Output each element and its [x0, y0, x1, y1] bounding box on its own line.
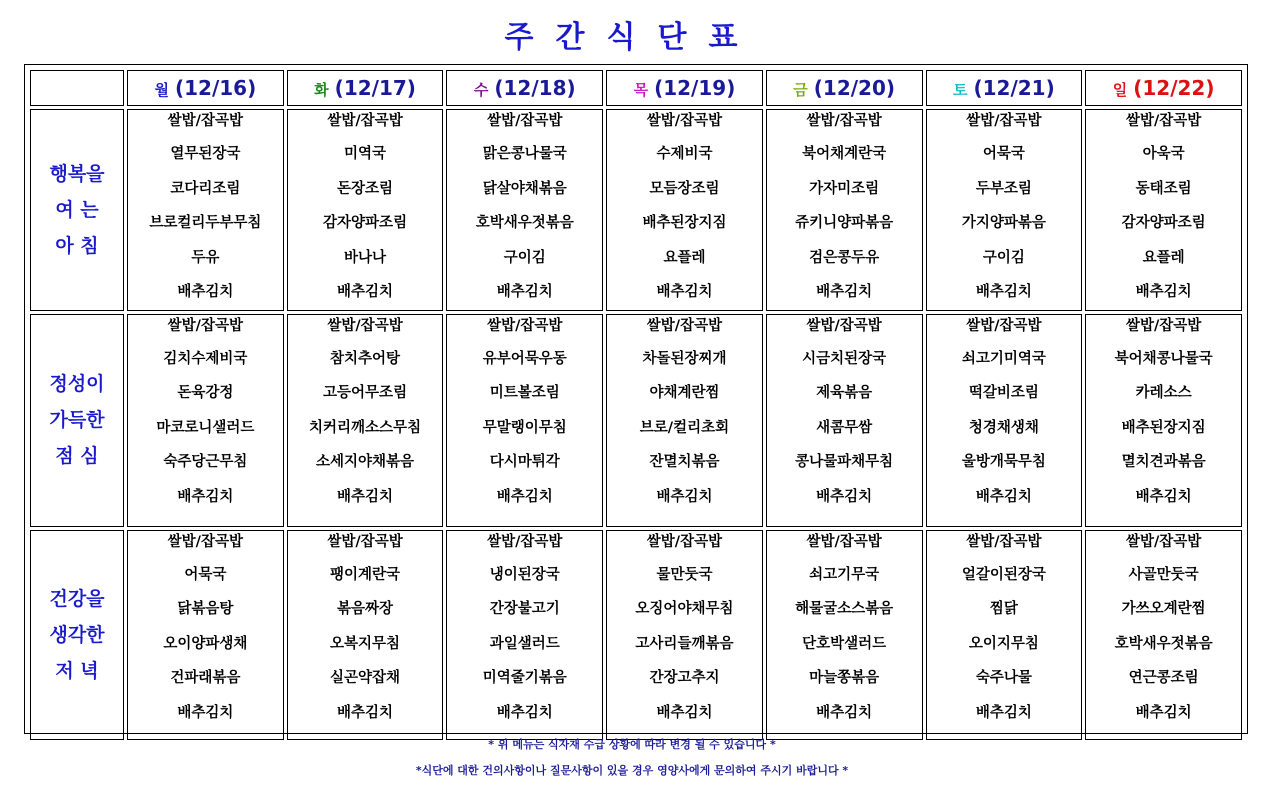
day-date: (12/20)	[813, 76, 896, 100]
menu-item: 배추김치	[496, 488, 553, 505]
menu-item: 어묵국	[982, 146, 1025, 162]
menu-cell	[287, 314, 444, 527]
day-char: 일	[1112, 81, 1128, 99]
menu-item: 숙주나물	[975, 670, 1032, 686]
menu-item: 배추김치	[975, 488, 1032, 505]
day-header	[287, 70, 444, 106]
menu-item: 간장고추지	[649, 670, 720, 686]
page-title: 주간식단표	[504, 20, 760, 55]
menu-item: 김치수제비국	[163, 350, 248, 367]
day-date: (12/18)	[494, 76, 576, 100]
day-date: (12/16)	[174, 76, 257, 100]
menu-item: 미트볼조림	[489, 385, 560, 401]
menu-item: 쇠고기미역국	[961, 350, 1046, 367]
menu-item: 수제비국	[656, 146, 713, 162]
menu-item: 배추김치	[177, 488, 234, 505]
menu-item: 쇠고기무국	[809, 566, 880, 583]
menu-item: 참치추어탕	[330, 350, 401, 367]
menu-item: 검은콩두유	[809, 249, 880, 266]
menu-item: 아욱국	[1142, 146, 1185, 162]
menu-item: 콩나물파채무침	[795, 454, 894, 470]
menu-item: 쌀밥/잡곡밥	[806, 317, 882, 334]
menu-item: 오이양파생채	[163, 635, 248, 652]
menu-item: 배추김치	[496, 704, 553, 721]
menu-item: 코다리조림	[170, 180, 241, 197]
menu-item: 청경채생채	[968, 419, 1039, 436]
day-header-row	[30, 70, 1242, 106]
menu-item: 배추김치	[337, 488, 394, 505]
menu-item: 얼갈이된장국	[961, 566, 1046, 583]
meal-label-line: 가득한	[49, 409, 105, 431]
menu-item: 두유	[191, 249, 220, 266]
menu-item: 배추김치	[496, 284, 553, 300]
menu-cell	[287, 109, 444, 311]
menu-item: 돈육강정	[177, 385, 234, 401]
day-date: (12/22)	[1133, 76, 1215, 100]
menu-cell	[287, 530, 444, 740]
menu-item: 호박새우젓볶음	[475, 215, 574, 231]
menu-item: 브로/컬리초회	[639, 419, 730, 436]
menu-item: 쌀밥/잡곡밥	[487, 317, 563, 334]
menu-item: 쌀밥/잡곡밥	[327, 317, 403, 334]
day-char: 금	[793, 81, 808, 99]
menu-item: 배추김치	[816, 284, 873, 300]
meal-label-line: 행복을	[49, 162, 105, 185]
menu-item: 울방개묵무침	[961, 454, 1046, 470]
menu-item: 북어채콩나물국	[1114, 350, 1213, 367]
menu-cell	[446, 314, 603, 527]
weekly-menu-table	[27, 67, 1245, 743]
menu-item: 배추김치	[337, 704, 394, 721]
menu-item: 실곤약잡채	[330, 670, 401, 686]
menu-item: 쌀밥/잡곡밥	[646, 317, 723, 334]
meal-label-line: 저 녁	[55, 659, 99, 682]
menu-item: 시금치된장국	[802, 350, 887, 367]
menu-item: 냉이된장국	[489, 566, 560, 583]
menu-item: 팽이계란국	[330, 566, 401, 583]
menu-item: 연근콩조림	[1128, 670, 1199, 686]
meal-label-line: 여 는	[55, 198, 99, 221]
menu-item: 쌀밥/잡곡밥	[1125, 317, 1202, 334]
menu-item: 가쓰오계란찜	[1121, 601, 1206, 617]
meal-label	[30, 530, 124, 740]
menu-cell	[127, 109, 284, 311]
menu-cell	[926, 314, 1083, 527]
menu-cell	[766, 314, 923, 527]
menu-item: 북어채계란국	[802, 146, 887, 162]
menu-item: 쌀밥/잡곡밥	[167, 317, 244, 334]
menu-item: 차돌된장찌개	[642, 350, 727, 367]
menu-item: 쌀밥/잡곡밥	[806, 113, 882, 129]
menu-item: 멸치견과볶음	[1121, 454, 1206, 470]
menu-item: 쌀밥/잡곡밥	[487, 113, 563, 129]
menu-item: 쌀밥/잡곡밥	[966, 533, 1042, 550]
meal-row	[30, 530, 1242, 740]
meal-label-line: 점 심	[55, 445, 99, 467]
menu-item: 구이김	[982, 249, 1025, 266]
menu-cell	[926, 109, 1083, 311]
meal-label-line: 아 침	[55, 234, 99, 257]
meal-row	[30, 109, 1242, 311]
menu-item: 호박새우젓볶음	[1114, 635, 1213, 652]
menu-item: 오이지무침	[968, 635, 1039, 652]
menu-cell	[446, 109, 603, 311]
menu-item: 떡갈비조림	[968, 385, 1039, 401]
menu-item: 배추김치	[656, 488, 713, 505]
menu-item: 열무된장국	[170, 146, 241, 162]
menu-item: 닭볶음탕	[177, 601, 234, 617]
menu-item: 배추김치	[1135, 488, 1192, 505]
menu-item: 소세지야채볶음	[316, 454, 415, 470]
menu-item: 배추김치	[1135, 704, 1192, 721]
day-header	[446, 70, 603, 106]
menu-item: 고등어무조림	[323, 385, 408, 401]
menu-item: 다시마튀각	[489, 454, 560, 470]
menu-item: 배추김치	[975, 704, 1032, 721]
menu-item: 배추김치	[656, 284, 713, 300]
day-char: 수	[473, 81, 489, 99]
menu-item: 새콤무쌈	[816, 419, 873, 436]
menu-item: 오징어야채무침	[635, 601, 734, 617]
menu-item: 볶음짜장	[337, 601, 394, 617]
day-date: (12/21)	[973, 76, 1055, 100]
menu-item: 배추김치	[1135, 284, 1192, 300]
meal-label	[30, 109, 124, 311]
menu-item: 쌀밥/잡곡밥	[167, 113, 244, 129]
menu-item: 맑은콩나물국	[482, 146, 567, 162]
meal-row	[30, 314, 1242, 527]
menu-item: 쌀밥/잡곡밥	[966, 113, 1042, 129]
menu-item: 잔멸치볶음	[649, 454, 720, 470]
menu-cell	[766, 530, 923, 740]
menu-item: 마코로니샐러드	[156, 419, 255, 436]
menu-cell	[1085, 314, 1242, 527]
day-header	[1085, 70, 1242, 106]
day-char: 목	[633, 81, 649, 99]
menu-item: 쌀밥/잡곡밥	[1125, 533, 1202, 550]
menu-item: 쌀밥/잡곡밥	[487, 533, 563, 550]
menu-item: 어묵국	[184, 566, 227, 583]
meal-label-line: 정성이	[49, 373, 105, 395]
menu-item: 유부어묵우동	[482, 350, 567, 367]
menu-item: 요플레	[1142, 249, 1185, 266]
menu-item: 돈장조림	[337, 180, 394, 197]
menu-cell	[127, 530, 284, 740]
menu-item: 쌀밥/잡곡밥	[327, 533, 403, 550]
menu-item: 찜닭	[989, 601, 1018, 617]
menu-item: 미역국	[344, 146, 387, 162]
menu-item: 쥬키니양파볶음	[795, 215, 894, 231]
day-char: 토	[952, 81, 968, 99]
menu-item: 모듬장조림	[649, 180, 720, 197]
menu-item: 배추김치	[177, 284, 234, 300]
menu-item: 동태조림	[1135, 180, 1192, 197]
menu-item: 감자양파조림	[1121, 215, 1206, 231]
menu-item: 치커리깨소스무침	[309, 419, 422, 436]
menu-item: 배추된장지짐	[642, 215, 727, 231]
menu-item: 배추김치	[975, 284, 1032, 300]
menu-item: 카레소스	[1135, 385, 1192, 401]
menu-item: 쌀밥/잡곡밥	[966, 317, 1042, 334]
menu-cell	[446, 530, 603, 740]
meal-label-line: 건강을	[49, 587, 105, 610]
day-char: 화	[314, 81, 329, 99]
menu-cell	[926, 530, 1083, 740]
menu-item: 마늘쫑볶음	[809, 670, 880, 686]
meal-label-line: 생각한	[49, 623, 105, 646]
day-header	[926, 70, 1083, 106]
menu-item: 배추김치	[337, 284, 394, 300]
menu-item: 쌀밥/잡곡밥	[646, 113, 723, 129]
menu-cell	[606, 530, 763, 740]
menu-item: 두부조림	[975, 180, 1032, 197]
menu-item: 쌀밥/잡곡밥	[646, 533, 723, 550]
menu-item: 브로컬리두부무침	[149, 215, 262, 231]
menu-item: 간장불고기	[489, 601, 560, 617]
menu-item: 바나나	[344, 249, 387, 266]
menu-item: 사골만둣국	[1128, 566, 1199, 583]
meal-label	[30, 314, 124, 527]
menu-item: 물만둣국	[656, 566, 713, 583]
menu-item: 배추김치	[656, 704, 713, 721]
menu-item: 고사리들깨볶음	[635, 635, 734, 652]
menu-item: 쌀밥/잡곡밥	[167, 533, 244, 550]
menu-item: 야채계란찜	[649, 385, 720, 401]
menu-item: 가지양파볶음	[961, 215, 1046, 231]
day-header	[766, 70, 923, 106]
menu-item: 쌀밥/잡곡밥	[806, 533, 882, 550]
menu-item: 단호박샐러드	[802, 635, 887, 652]
day-date: (12/17)	[334, 76, 416, 100]
corner-cell	[30, 70, 124, 106]
menu-cell	[127, 314, 284, 527]
menu-cell	[1085, 109, 1242, 311]
menu-item: 배추김치	[816, 488, 873, 505]
menu-item: 배추김치	[177, 704, 234, 721]
menu-item: 건파래볶음	[170, 670, 241, 686]
menu-cell	[766, 109, 923, 311]
menu-item: 가자미조림	[809, 180, 880, 197]
notice-line: *식단에 대한 건의사항이나 질문사항이 있을 경우 영양사에게 문의하여 주시기 바랍니다 *	[415, 764, 849, 777]
day-header	[127, 70, 284, 106]
menu-item: 오복지무침	[330, 635, 401, 652]
menu-item: 해물굴소스볶음	[795, 601, 894, 617]
menu-item: 제육볶음	[816, 385, 873, 401]
menu-item: 구이김	[503, 249, 546, 266]
menu-item: 미역줄기볶음	[482, 670, 567, 686]
menu-item: 숙주당근무침	[163, 454, 248, 470]
menu-item: 쌀밥/잡곡밥	[327, 113, 403, 129]
day-char: 월	[154, 81, 169, 99]
menu-item: 쌀밥/잡곡밥	[1125, 113, 1202, 129]
menu-item: 과일샐러드	[489, 635, 560, 652]
menu-cell	[606, 314, 763, 527]
notice-line: * 위 메뉴는 식자재 수급 상황에 따라 변경 될 수 있습니다 *	[488, 738, 776, 751]
menu-item: 배추된장지짐	[1121, 419, 1206, 436]
menu-item: 닭살야채볶음	[482, 180, 567, 197]
menu-item: 무말랭이무침	[482, 419, 567, 436]
day-date: (12/19)	[654, 76, 736, 100]
menu-item: 요플레	[663, 249, 706, 266]
menu-cell	[606, 109, 763, 311]
menu-item: 감자양파조림	[323, 215, 408, 231]
menu-item: 배추김치	[816, 704, 873, 721]
menu-cell	[1085, 530, 1242, 740]
day-header	[606, 70, 763, 106]
